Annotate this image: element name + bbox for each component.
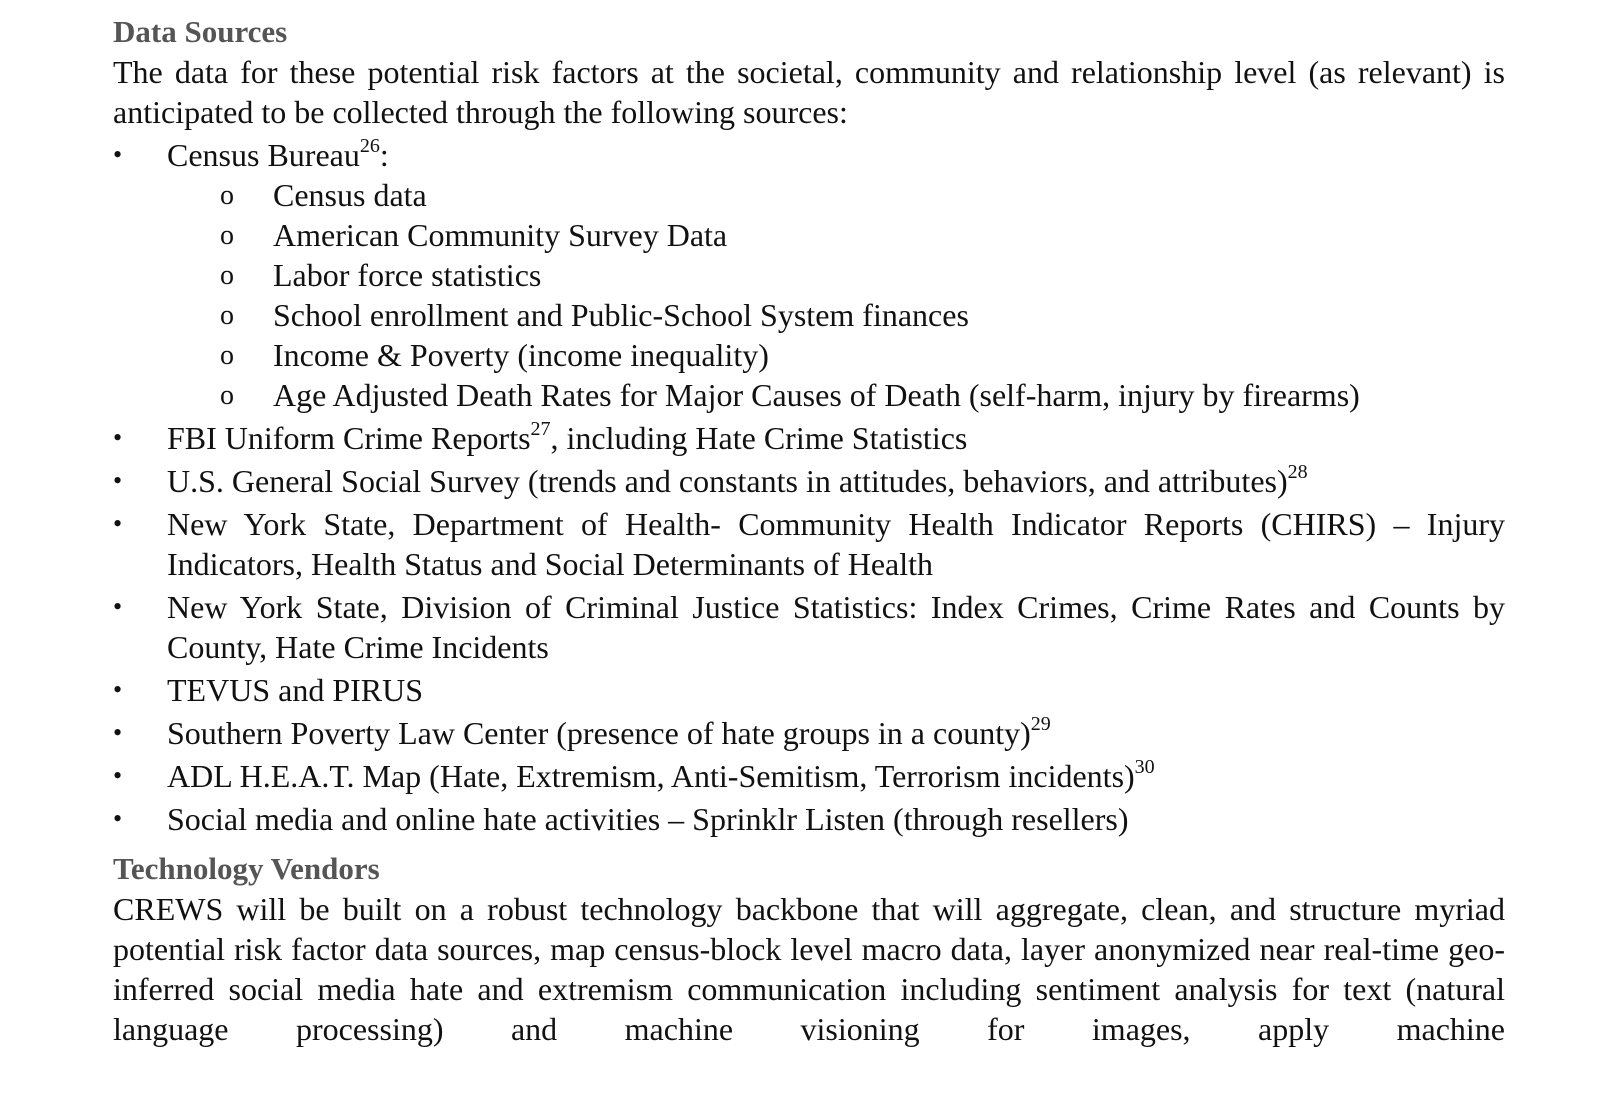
list-item-tevus <box>113 670 1505 710</box>
census-suffix: : <box>379 137 389 173</box>
bullet-icon: • <box>113 718 123 747</box>
footnote-30: 30 <box>1134 756 1155 779</box>
sub-item-text: Income & Poverty (income inequality) <box>273 337 769 373</box>
list-item-nys-health <box>113 504 1505 584</box>
sub-bullet-icon: o <box>220 380 234 411</box>
splc-label: Southern Poverty Law Center (presence of hate groups in a county) <box>167 715 1031 751</box>
list-item-adl <box>113 756 1505 796</box>
fbi-label: FBI Uniform Crime Reports <box>167 420 531 456</box>
sub-item-school <box>113 295 1505 335</box>
data-sources-heading: Data Sources <box>113 14 288 49</box>
sub-item-text: Labor force statistics <box>273 257 542 293</box>
adl-label: ADL H.E.A.T. Map (Hate, Extremism, Anti-Semitism, Terrorism incidents) <box>167 758 1135 794</box>
footnote-29: 29 <box>1030 713 1051 736</box>
nys-dcjs-text: New York State, Division of Criminal Justice Statistics: Index Crimes, Crime Rates and Counts by County, Hate Crime Incidents <box>167 589 1505 665</box>
sub-item-text: Age Adjusted Death Rates for Major Causes of Death (self-harm, injury by firearms) <box>273 377 1360 413</box>
footnote-26: 26 <box>359 135 380 158</box>
data-sources-list <box>113 135 1505 839</box>
census-label: Census Bureau <box>167 137 360 173</box>
sub-item-text: Census data <box>273 177 427 213</box>
technology-vendors-paragraph: CREWS will be built on a robust technology backbone that will aggregate, clean, and structure myriad potential risk factor data sources, map census-block level macro data, layer anonymized near real-time geo-inferred social media hate and extremism communication including sentiment analysis for text (natural language processing) and machine visioning for images, apply machine <box>113 891 1505 1047</box>
sub-item-census-data <box>113 175 1505 215</box>
technology-vendors-heading: Technology Vendors <box>113 851 380 886</box>
document-page <box>113 12 1505 1049</box>
nys-health-text: New York State, Department of Health- Community Health Indicator Reports (CHIRS) – Injury Indicators, Health Status and Social Determinants of Health <box>167 506 1505 582</box>
footnote-27: 27 <box>530 418 551 441</box>
list-item-fbi <box>113 418 1505 458</box>
bullet-icon: • <box>113 509 123 538</box>
sub-bullet-icon: o <box>220 300 234 331</box>
data-sources-intro: The data for these potential risk factors at the societal, community and relationship level (as relevant) is anticipated to be collected through the following sources: <box>113 54 1505 130</box>
sub-item-income <box>113 335 1505 375</box>
bullet-icon: • <box>113 592 123 621</box>
list-item-census <box>113 135 1505 415</box>
sub-item-text: American Community Survey Data <box>273 217 728 253</box>
bullet-icon: • <box>113 675 123 704</box>
sub-item-labor <box>113 255 1505 295</box>
bullet-icon: • <box>113 466 123 495</box>
sub-item-acs <box>113 215 1505 255</box>
fbi-suffix: , including Hate Crime Statistics <box>550 420 968 456</box>
technology-vendors-section <box>113 849 1505 1049</box>
bullet-icon: • <box>113 423 123 452</box>
sub-item-text: School enrollment and Public-School System finances <box>273 297 969 333</box>
bullet-icon: • <box>113 140 123 169</box>
gss-label: U.S. General Social Survey (trends and constants in attitudes, behaviors, and attributes) <box>167 463 1288 499</box>
sub-item-death-rates <box>113 375 1505 415</box>
list-item-nys-dcjs <box>113 587 1505 667</box>
sub-bullet-icon: o <box>220 260 234 291</box>
social-text: Social media and online hate activities – Sprinklr Listen (through resellers) <box>167 801 1129 837</box>
tevus-text: TEVUS and PIRUS <box>167 672 424 708</box>
footnote-28: 28 <box>1287 461 1308 484</box>
list-item-gss <box>113 461 1505 501</box>
sub-bullet-icon: o <box>220 180 234 211</box>
sub-bullet-icon: o <box>220 220 234 251</box>
bullet-icon: • <box>113 761 123 790</box>
bullet-icon: • <box>113 804 123 833</box>
sub-bullet-icon: o <box>220 340 234 371</box>
list-item-social <box>113 799 1505 839</box>
list-item-splc <box>113 713 1505 753</box>
census-sublist <box>113 175 1505 415</box>
